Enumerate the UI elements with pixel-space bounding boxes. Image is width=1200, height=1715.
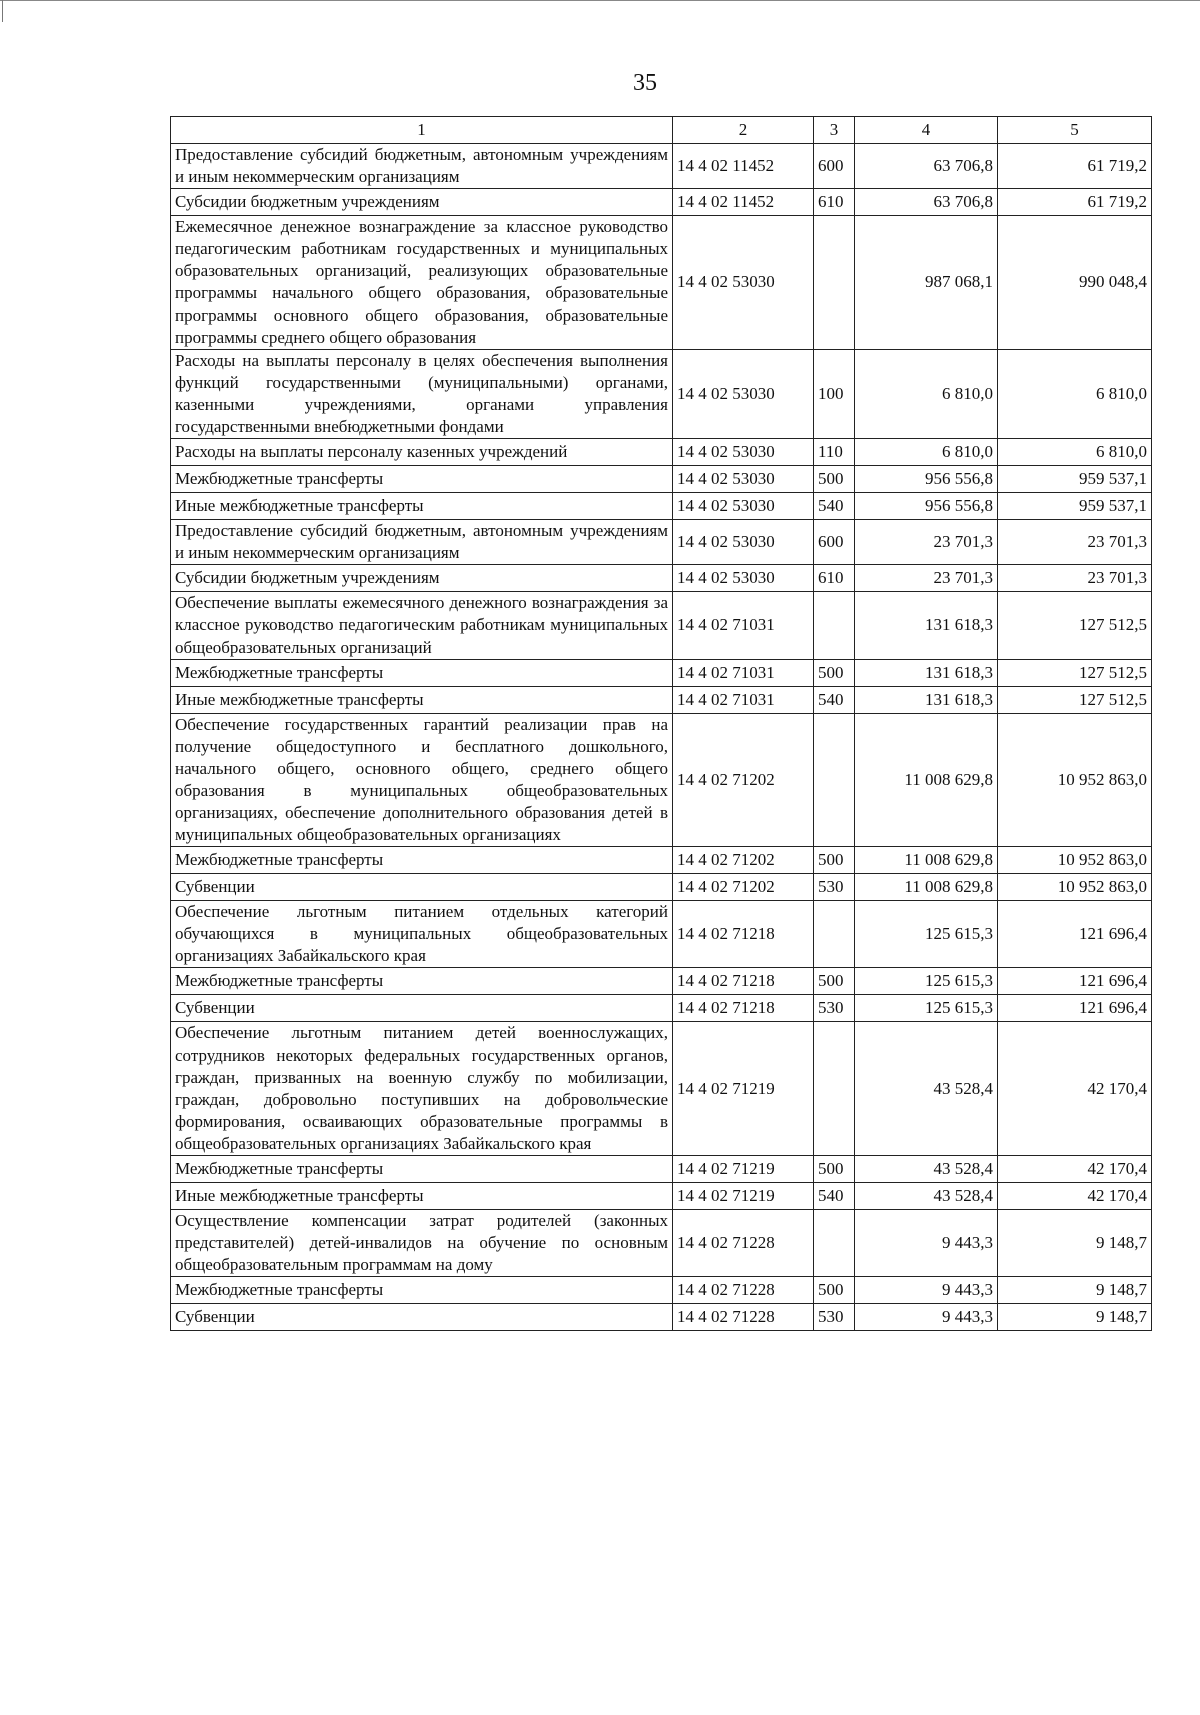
row-name-cell: Осуществление компенсации затрат родителей (законных представителей) детей-инвалидов на обучение по основным общеобразовательным программам на дому [171,1210,673,1277]
row-name-cell: Субвенции [171,874,673,901]
row-name-cell: Предоставление субсидий бюджетным, автономным учреждениям и иным некоммерческим организациям [171,144,673,189]
row-amount-year2-cell: 127 512,5 [998,592,1152,659]
row-amount-year1-cell: 131 618,3 [855,686,998,713]
row-amount-year1-cell: 11 008 629,8 [855,713,998,847]
row-name-cell: Предоставление субсидий бюджетным, автономным учреждениям и иным некоммерческим организациям [171,520,673,565]
row-code-cell: 14 4 02 11452 [673,189,814,216]
page-number: 35 [633,70,657,96]
table-row [171,520,1152,565]
row-name-cell: Иные межбюджетные трансферты [171,686,673,713]
row-name-cell: Обеспечение государственных гарантий реализации прав на получение общедоступного и бесплатного дошкольного, начального общего, основного общего, среднего общего образования в муниципальных общеобразовательных организациях, обеспечение дополнительного образования детей в муниципальных общеобразовательных организациях [171,713,673,847]
row-code-cell: 14 4 02 53030 [673,520,814,565]
row-amount-year2-cell: 10 952 863,0 [998,847,1152,874]
row-amount-year1-cell: 11 008 629,8 [855,847,998,874]
table-row [171,1183,1152,1210]
row-amount-year2-cell: 9 148,7 [998,1210,1152,1277]
row-code-cell: 14 4 02 71219 [673,1183,814,1210]
row-amount-year1-cell: 125 615,3 [855,901,998,968]
table-row [171,995,1152,1022]
table-row [171,847,1152,874]
row-code-cell: 14 4 02 71202 [673,713,814,847]
row-name-cell: Ежемесячное денежное вознаграждение за классное руководство педагогическим работникам государственных и муниципальных образовательных организаций, реализующих образовательные программы начального общего образования, образовательные программы основного общего образования, образовательные программы среднего общего образования [171,216,673,350]
row-name-cell: Иные межбюджетные трансферты [171,493,673,520]
row-expense-type-cell: 500 [814,968,855,995]
row-name-cell: Межбюджетные трансферты [171,1277,673,1304]
row-expense-type-cell [814,1210,855,1277]
row-code-cell: 14 4 02 71031 [673,659,814,686]
row-name-cell: Межбюджетные трансферты [171,1156,673,1183]
row-name-cell: Обеспечение льготным питанием детей военнослужащих, сотрудников некоторых федеральных государственных органов, граждан, призванных на военную службу по мобилизации, граждан, добровольно поступивших на добровольческие формирования, осваивающих образовательные программы в общеобразовательных организациях Забайкальского края [171,1022,673,1156]
table-row [171,1277,1152,1304]
row-expense-type-cell: 500 [814,466,855,493]
row-expense-type-cell [814,592,855,659]
row-code-cell: 14 4 02 53030 [673,493,814,520]
row-code-cell: 14 4 02 71228 [673,1277,814,1304]
header-col-3: 3 [814,117,855,144]
table-row [171,216,1152,350]
row-name-cell: Межбюджетные трансферты [171,466,673,493]
row-amount-year1-cell: 131 618,3 [855,592,998,659]
row-expense-type-cell: 600 [814,520,855,565]
row-name-cell: Межбюджетные трансферты [171,968,673,995]
header-col-5: 5 [998,117,1152,144]
row-name-cell: Иные межбюджетные трансферты [171,1183,673,1210]
row-amount-year2-cell: 23 701,3 [998,565,1152,592]
row-amount-year1-cell: 6 810,0 [855,349,998,438]
row-code-cell: 14 4 02 53030 [673,466,814,493]
row-amount-year1-cell: 43 528,4 [855,1183,998,1210]
row-expense-type-cell: 600 [814,144,855,189]
row-name-cell: Межбюджетные трансферты [171,659,673,686]
row-amount-year1-cell: 43 528,4 [855,1022,998,1156]
row-amount-year2-cell: 9 148,7 [998,1304,1152,1331]
row-expense-type-cell: 530 [814,874,855,901]
row-expense-type-cell: 500 [814,659,855,686]
row-code-cell: 14 4 02 71218 [673,995,814,1022]
row-code-cell: 14 4 02 53030 [673,216,814,350]
table-row [171,1156,1152,1183]
row-expense-type-cell: 540 [814,686,855,713]
budget-table [170,116,1152,1331]
row-amount-year1-cell: 956 556,8 [855,466,998,493]
row-amount-year2-cell: 42 170,4 [998,1183,1152,1210]
scan-edge-mark [2,0,3,22]
row-amount-year2-cell: 121 696,4 [998,995,1152,1022]
row-code-cell: 14 4 02 53030 [673,565,814,592]
row-amount-year1-cell: 43 528,4 [855,1156,998,1183]
table-body [171,117,1152,1331]
row-code-cell: 14 4 02 71219 [673,1156,814,1183]
row-amount-year1-cell: 987 068,1 [855,216,998,350]
row-amount-year2-cell: 127 512,5 [998,659,1152,686]
row-amount-year2-cell: 127 512,5 [998,686,1152,713]
row-amount-year2-cell: 9 148,7 [998,1277,1152,1304]
row-amount-year2-cell: 959 537,1 [998,493,1152,520]
row-name-cell: Обеспечение льготным питанием отдельных категорий обучающихся в муниципальных общеобразовательных организациях Забайкальского края [171,901,673,968]
row-expense-type-cell: 610 [814,189,855,216]
table-row [171,349,1152,438]
row-name-cell: Субсидии бюджетным учреждениям [171,189,673,216]
table-row [171,466,1152,493]
row-code-cell: 14 4 02 71218 [673,968,814,995]
row-code-cell: 14 4 02 11452 [673,144,814,189]
row-code-cell: 14 4 02 71219 [673,1022,814,1156]
row-expense-type-cell [814,901,855,968]
row-code-cell: 14 4 02 71202 [673,874,814,901]
row-expense-type-cell: 500 [814,847,855,874]
row-amount-year1-cell: 11 008 629,8 [855,874,998,901]
table-row [171,713,1152,847]
table-row [171,144,1152,189]
row-name-cell: Расходы на выплаты персоналу казенных учреждений [171,439,673,466]
table-row [171,1304,1152,1331]
row-expense-type-cell [814,1022,855,1156]
table-row [171,874,1152,901]
table-row [171,1022,1152,1156]
row-amount-year1-cell: 956 556,8 [855,493,998,520]
row-amount-year1-cell: 125 615,3 [855,968,998,995]
scan-border-line [0,0,1200,4]
row-amount-year1-cell: 63 706,8 [855,144,998,189]
header-col-4: 4 [855,117,998,144]
row-amount-year2-cell: 10 952 863,0 [998,874,1152,901]
table-row [171,439,1152,466]
row-code-cell: 14 4 02 53030 [673,439,814,466]
row-expense-type-cell: 530 [814,995,855,1022]
row-amount-year2-cell: 23 701,3 [998,520,1152,565]
row-amount-year2-cell: 61 719,2 [998,189,1152,216]
header-col-1: 1 [171,117,673,144]
row-amount-year2-cell: 10 952 863,0 [998,713,1152,847]
row-expense-type-cell: 110 [814,439,855,466]
row-amount-year2-cell: 6 810,0 [998,439,1152,466]
row-code-cell: 14 4 02 71031 [673,686,814,713]
row-code-cell: 14 4 02 71202 [673,847,814,874]
row-amount-year2-cell: 959 537,1 [998,466,1152,493]
row-name-cell: Субсидии бюджетным учреждениям [171,565,673,592]
row-amount-year2-cell: 61 719,2 [998,144,1152,189]
row-expense-type-cell: 530 [814,1304,855,1331]
row-expense-type-cell: 100 [814,349,855,438]
table-row [171,686,1152,713]
row-amount-year2-cell: 121 696,4 [998,968,1152,995]
table-row [171,189,1152,216]
row-expense-type-cell: 500 [814,1156,855,1183]
row-expense-type-cell [814,216,855,350]
table-row [171,968,1152,995]
row-amount-year1-cell: 6 810,0 [855,439,998,466]
row-name-cell: Межбюджетные трансферты [171,847,673,874]
table-row [171,659,1152,686]
row-amount-year2-cell: 121 696,4 [998,901,1152,968]
row-amount-year2-cell: 990 048,4 [998,216,1152,350]
row-code-cell: 14 4 02 71218 [673,901,814,968]
row-expense-type-cell: 500 [814,1277,855,1304]
row-name-cell: Расходы на выплаты персоналу в целях обеспечения выполнения функций государственными (муниципальными) органами, казенными учреждениями, органами управления государственными внебюджетными фондами [171,349,673,438]
row-name-cell: Обеспечение выплаты ежемесячного денежного вознаграждения за классное руководство педагогическим работникам муниципальных общеобразовательных организаций [171,592,673,659]
table-row [171,901,1152,968]
row-code-cell: 14 4 02 71228 [673,1210,814,1277]
row-name-cell: Субвенции [171,1304,673,1331]
row-amount-year1-cell: 9 443,3 [855,1210,998,1277]
row-amount-year1-cell: 131 618,3 [855,659,998,686]
row-expense-type-cell [814,713,855,847]
table-row [171,493,1152,520]
table-header-row [171,117,1152,144]
table-row [171,1210,1152,1277]
row-amount-year1-cell: 23 701,3 [855,520,998,565]
row-amount-year2-cell: 42 170,4 [998,1022,1152,1156]
row-amount-year1-cell: 9 443,3 [855,1277,998,1304]
table-row [171,565,1152,592]
table-row [171,592,1152,659]
row-name-cell: Субвенции [171,995,673,1022]
row-amount-year2-cell: 6 810,0 [998,349,1152,438]
row-code-cell: 14 4 02 71228 [673,1304,814,1331]
header-col-2: 2 [673,117,814,144]
row-amount-year1-cell: 125 615,3 [855,995,998,1022]
row-expense-type-cell: 610 [814,565,855,592]
row-code-cell: 14 4 02 53030 [673,349,814,438]
row-expense-type-cell: 540 [814,1183,855,1210]
row-amount-year2-cell: 42 170,4 [998,1156,1152,1183]
row-code-cell: 14 4 02 71031 [673,592,814,659]
row-amount-year1-cell: 23 701,3 [855,565,998,592]
row-amount-year1-cell: 63 706,8 [855,189,998,216]
row-expense-type-cell: 540 [814,493,855,520]
row-amount-year1-cell: 9 443,3 [855,1304,998,1331]
